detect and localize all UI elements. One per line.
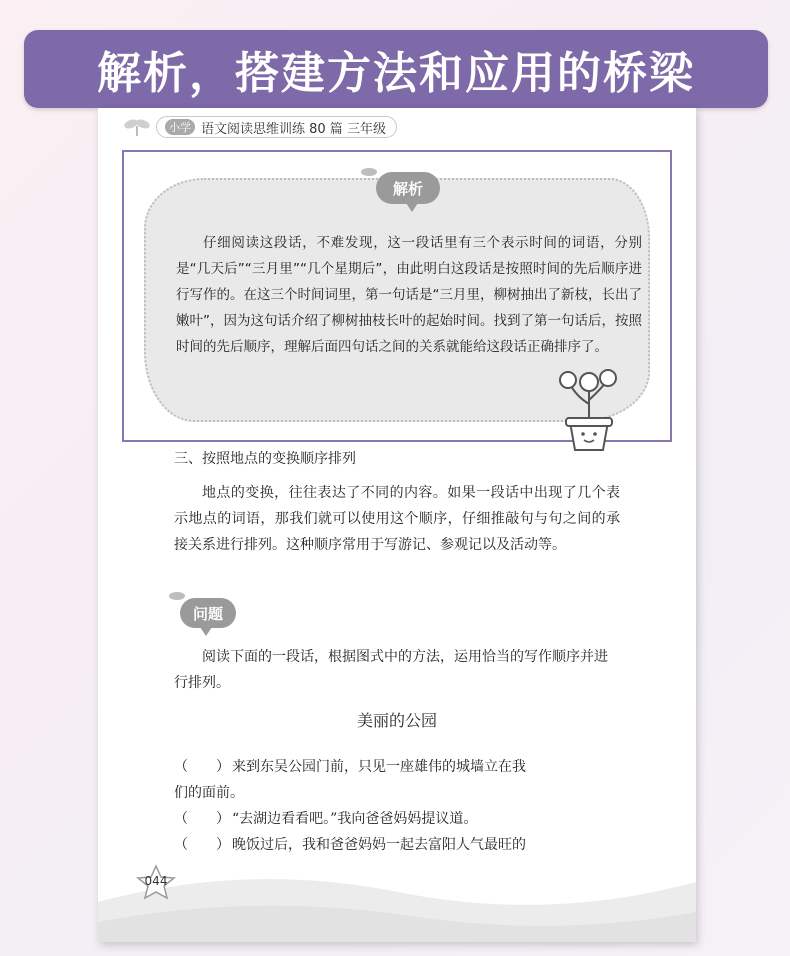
leaf-icon (360, 166, 378, 178)
page-header (120, 114, 397, 140)
book-title: 语文阅读思维训练 80 篇 三年级 (201, 121, 386, 137)
leaf-icon (168, 590, 186, 602)
answer-blank[interactable]: （ ） (174, 759, 230, 775)
book-page (98, 108, 696, 942)
passage-title: 美丽的公园 (356, 711, 437, 730)
bottom-wave-decoration (98, 832, 696, 942)
potted-plant-icon (556, 360, 622, 452)
passage-text: 晚饭过后，我和爸爸妈妈一起去富阳人气最旺的 (232, 837, 526, 853)
section-body: 地点的变换，往往表达了不同的内容。如果一段话中出现了几个表示地点的词语，那我们就可以使用这个顺序，仔细推敲句与句之间的承接关系进行排列。这种顺序常用于写游记、参观记以及活动等。 (174, 485, 620, 553)
passage-line (174, 754, 620, 780)
section-heading: 三、按照地点的变换顺序排列 (174, 451, 356, 467)
passage-line (174, 806, 620, 832)
sprout-icon (120, 116, 154, 138)
book-title-pill (156, 116, 397, 138)
analysis-text: 仔细阅读这段话，不难发现，这一段话里有三个表示时间的词语，分别是“几天后”“三月里”“几个星期后”，由此明白这段话是按照时间的先后顺序进行写作的。在这三个时间词里，第一句话是“三月里，柳树抽出了新枝，长出了嫩叶”，因为这句话介绍了柳树抽枝长叶的起始时间。找到了第一句话后，按照时间的先后顺序，理解后面四句话之间的关系就能给这段话正确排序了。 (176, 235, 642, 355)
passage-text: “去湖边看看吧。”我向爸爸妈妈提议道。 (232, 811, 478, 827)
passage-text: 们的面前。 (174, 785, 244, 801)
page-number: 044 (144, 874, 168, 888)
analysis-box (122, 150, 672, 442)
question-text: 阅读下面的一段话，根据图式中的方法，运用恰当的写作顺序并进行排列。 (174, 649, 608, 691)
level-tag: 小学 (165, 119, 195, 135)
analysis-tag: 解析 (376, 172, 440, 204)
top-banner (24, 30, 768, 108)
banner-title: 解析，搭建方法和应用的桥梁 (97, 48, 695, 99)
passage-text: 来到东吴公园门前，只见一座雄伟的城墙立在我 (232, 759, 526, 775)
passage-line (174, 780, 620, 806)
answer-blank[interactable]: （ ） (174, 811, 230, 827)
answer-blank[interactable]: （ ） (174, 837, 230, 853)
question-tag: 问题 (180, 598, 236, 628)
